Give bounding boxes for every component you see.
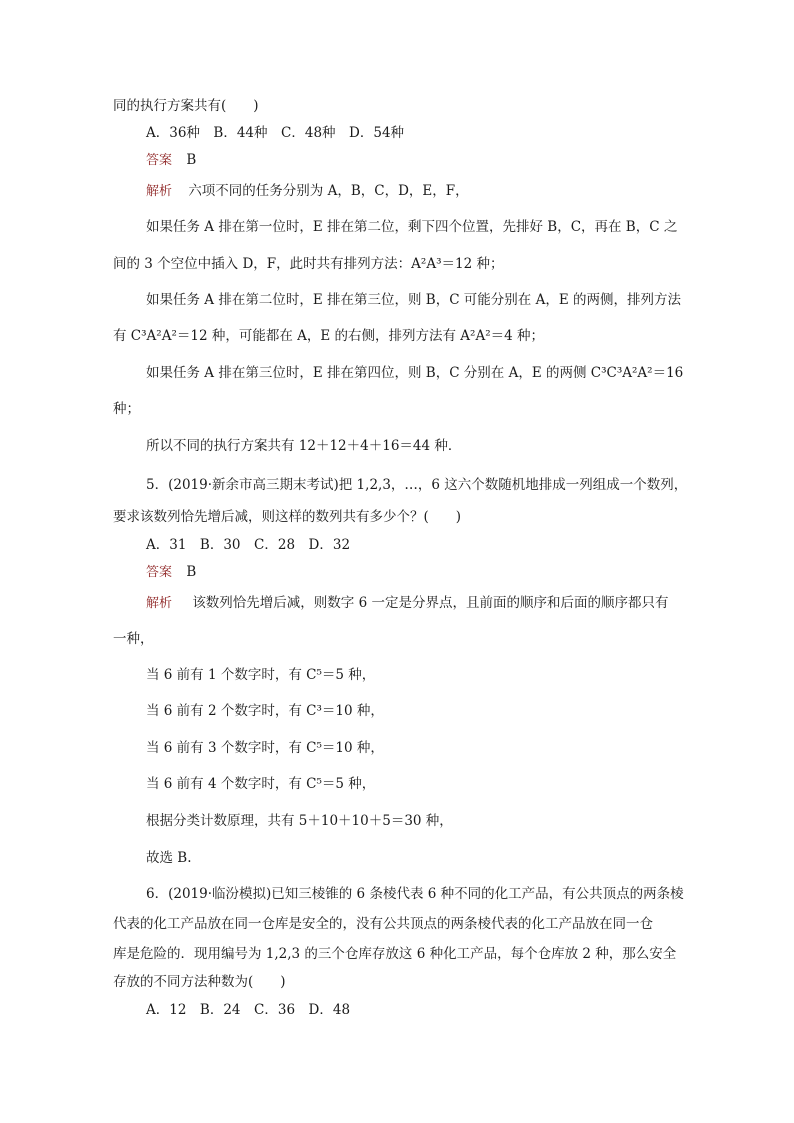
q5-analysis-line: 当 6 前有 3 个数字时，有 C⁵＝10 种， <box>146 740 384 756</box>
q4-options: A．36种 B．44种 C．48种 D．54种 <box>146 125 405 141</box>
q4-analysis-line: 六项不同的任务分别为 A，B，C，D，E，F， <box>188 183 469 199</box>
q5-analysis-line: 该数列恰先增后减，则数字 6 一定是分界点，且前面的顺序和后面的顺序都只有 <box>192 595 669 611</box>
q6-options: A．12 B．24 C．36 D．48 <box>146 1002 351 1018</box>
analysis-tag: 解析 <box>146 184 173 199</box>
q5-answer-value: B <box>186 564 197 580</box>
q5-analysis-line: 根据分类计数原理，共有 5＋10＋10＋5＝30 种， <box>146 813 453 829</box>
q6-stem-line: 存放的不同方法种数为( ) <box>113 974 286 990</box>
q5-analysis-line: 当 6 前有 1 个数字时，有 C⁵＝5 种， <box>146 667 376 683</box>
q4-analysis-line: 间的 3 个空位中插入 D，F，此时共有排列方法：A²A³＝12 种； <box>113 256 504 272</box>
q4-stem-tail: 同的执行方案共有( ) <box>113 98 259 114</box>
q5-stem-line: 5．(2019·新余市高三期末考试)把 1,2,3，…，6 这六个数随机地排成一列组成一个数列， <box>146 477 688 493</box>
q6-stem-line: 6．(2019·临汾模拟)已知三棱锥的 6 条棱代表 6 种不同的化工产品，有公共顶点的两条棱 <box>146 886 684 902</box>
q4-analysis-row <box>146 182 469 201</box>
analysis-tag: 解析 <box>146 596 173 611</box>
q4-analysis-line: 如果任务 A 排在第三位时，E 排在第四位，则 B，C 分别在 A，E 的两侧 C³C³A²A²＝16 <box>146 365 684 381</box>
q5-answer-row <box>146 563 196 582</box>
answer-tag: 答案 <box>146 565 173 580</box>
q5-options: A．31 B．30 C．28 D．32 <box>146 537 351 553</box>
q4-analysis-line: 所以不同的执行方案共有 12＋12＋4＋16＝44 种． <box>146 438 462 454</box>
q4-answer-row <box>146 151 196 170</box>
q4-answer-value: B <box>186 152 197 168</box>
q6-stem-line: 代表的化工产品放在同一仓库是安全的，没有公共顶点的两条棱代表的化工产品放在同一仓 <box>113 916 653 932</box>
q5-analysis-row <box>146 594 668 613</box>
q5-analysis-line: 一种， <box>113 631 154 647</box>
q4-analysis-line: 如果任务 A 排在第二位时，E 排在第三位，则 B，C 可能分别在 A，E 的两侧，排列方法 <box>146 292 681 308</box>
q4-analysis-line: 有 C³A²A²＝12 种，可能都在 A，E 的右侧，排列方法有 A²A²＝4 种； <box>113 328 545 344</box>
q4-analysis-line: 种； <box>113 401 140 417</box>
q4-analysis-line: 如果任务 A 排在第一位时，E 排在第二位，剩下四个位置，先排好 B，C，再在 B，C 之 <box>146 219 678 235</box>
q5-analysis-line: 故选 B. <box>146 850 192 866</box>
q5-analysis-line: 当 6 前有 4 个数字时，有 C⁵＝5 种， <box>146 776 376 792</box>
q5-analysis-line: 当 6 前有 2 个数字时，有 C³＝10 种， <box>146 703 384 719</box>
q6-stem-line: 库是危险的．现用编号为 1,2,3 的三个仓库存放这 6 种化工产品，每个仓库放 2 种，那么安全 <box>113 946 677 962</box>
answer-tag: 答案 <box>146 153 173 168</box>
q5-stem-line: 要求该数列恰先增后减，则这样的数列共有多少个？( ) <box>113 509 462 525</box>
